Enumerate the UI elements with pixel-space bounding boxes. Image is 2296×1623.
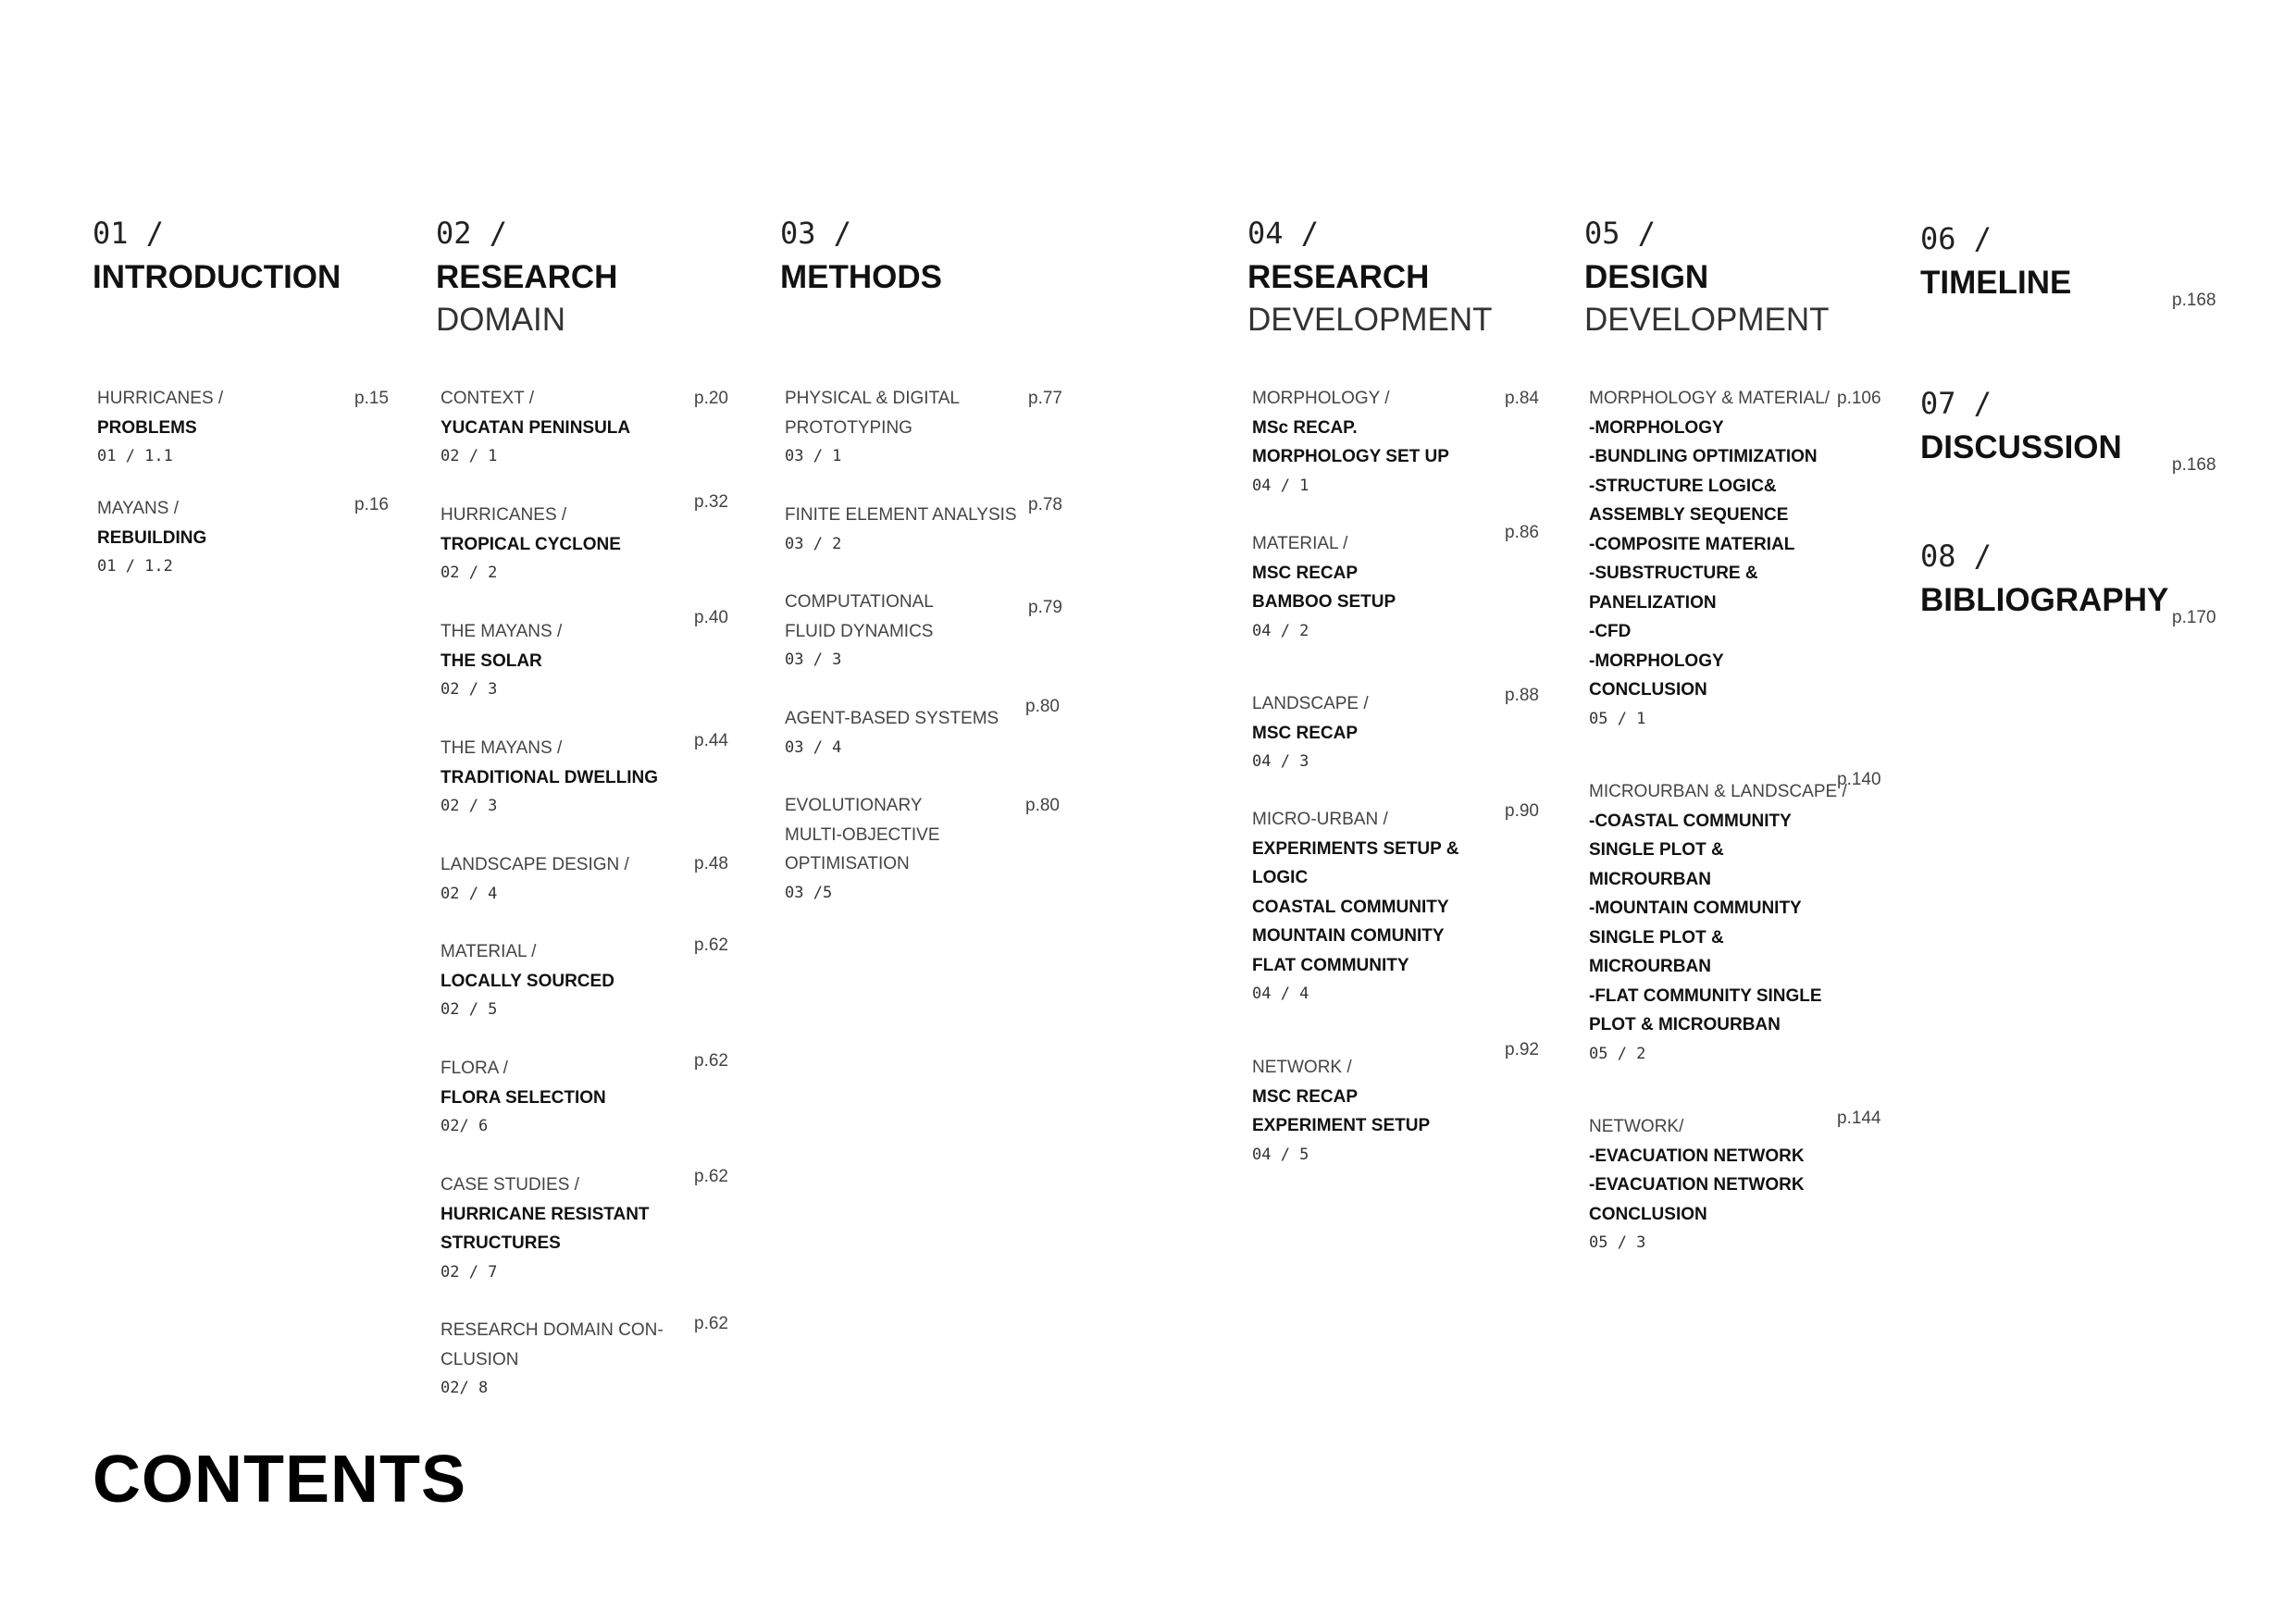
- section-subtitle: DOMAIN: [436, 302, 565, 338]
- entry-label: RESEARCH DOMAIN CON-: [441, 1320, 664, 1340]
- entry-title: STRUCTURES: [441, 1233, 561, 1253]
- toc-entry[interactable]: [785, 384, 960, 472]
- entry-code: 03 / 3: [785, 650, 842, 669]
- toc-entry[interactable]: [785, 588, 934, 675]
- toc-entry[interactable]: [441, 617, 562, 705]
- entry-title: EXPERIMENTS SETUP &: [1252, 838, 1459, 859]
- section-title[interactable]: DISCUSSION: [1920, 429, 2122, 465]
- entry-title: CONCLUSION: [1589, 680, 1707, 700]
- entry-title: TROPICAL CYCLONE: [441, 534, 621, 554]
- section-number: 06 /: [1920, 221, 1992, 256]
- entry-label: FLORA /: [441, 1059, 508, 1078]
- toc-entry[interactable]: [441, 1171, 650, 1287]
- entry-code: 05 / 1: [1589, 709, 1646, 728]
- entry-page: p.62: [694, 1167, 728, 1186]
- entry-title: FLORA SELECTION: [441, 1087, 606, 1108]
- section-number: 03 /: [780, 216, 852, 251]
- entry-page: p.80: [1025, 697, 1060, 716]
- entry-title: -MOUNTAIN COMMUNITY: [1589, 898, 1802, 918]
- entry-label: PHYSICAL & DIGITAL: [785, 389, 960, 408]
- entry-title: THE SOLAR: [441, 650, 542, 671]
- entry-code: 04 / 3: [1252, 752, 1309, 771]
- entry-code: 03 / 1: [785, 447, 842, 465]
- entry-page: p.78: [1028, 495, 1062, 514]
- entry-code: 03 / 4: [785, 737, 842, 757]
- entry-label: MICRO-URBAN /: [1252, 810, 1388, 829]
- section-subtitle: DEVELOPMENT: [1247, 302, 1493, 338]
- entry-page: p.84: [1505, 389, 1539, 408]
- toc-entry[interactable]: [441, 850, 629, 909]
- entry-label: COMPUTATIONAL: [785, 592, 934, 612]
- entry-title: CONCLUSION: [1589, 1204, 1707, 1224]
- entry-title: -FLAT COMMUNITY SINGLE: [1589, 985, 1822, 1006]
- entry-title: MSC RECAP: [1252, 1086, 1359, 1107]
- entry-label: MATERIAL /: [441, 942, 537, 961]
- section-number: 01 /: [93, 216, 165, 251]
- toc-entry[interactable]: [441, 501, 621, 588]
- section-number: 08 /: [1920, 539, 1992, 574]
- entry-title: EXPERIMENT SETUP: [1252, 1116, 1431, 1135]
- entry-label: CASE STUDIES /: [441, 1175, 579, 1195]
- entry-title: BAMBOO SETUP: [1252, 592, 1396, 612]
- entry-code: 04 / 1: [1252, 476, 1309, 495]
- entry-page: p.62: [694, 935, 728, 955]
- entry-page: p.32: [694, 492, 728, 512]
- entry-code: 02/ 6: [441, 1117, 489, 1135]
- entry-code: 04 / 5: [1252, 1145, 1309, 1164]
- toc-entry[interactable]: [1252, 1053, 1430, 1170]
- entry-page: p.86: [1505, 523, 1539, 542]
- entry-page: p.44: [694, 731, 728, 750]
- toc-entry[interactable]: [1252, 689, 1369, 777]
- entry-page: p.16: [354, 495, 389, 514]
- entry-code: 01 / 1.2: [97, 557, 173, 576]
- entry-code: 02 / 1: [441, 447, 498, 465]
- section-number: 02 /: [436, 216, 508, 251]
- entry-label: HURRICANES /: [441, 505, 567, 525]
- entry-label: THE MAYANS /: [441, 622, 563, 641]
- entry-label: CONTEXT /: [441, 389, 534, 408]
- section-title: METHODS: [780, 259, 942, 295]
- entry-title: MOUNTAIN COMUNITY: [1252, 926, 1445, 946]
- section-number: 05 /: [1584, 216, 1657, 251]
- entry-page: p.168: [2172, 291, 2216, 310]
- section-title: RESEARCH: [1247, 259, 1430, 295]
- toc-entry[interactable]: [441, 937, 614, 1025]
- entry-title: -COASTAL COMMUNITY: [1589, 811, 1792, 831]
- entry-page: p.140: [1837, 770, 1881, 789]
- entry-label: LANDSCAPE DESIGN /: [441, 855, 629, 874]
- toc-entry[interactable]: [97, 384, 223, 472]
- toc-entry[interactable]: [785, 704, 999, 762]
- entry-label: FINITE ELEMENT ANALYSIS: [785, 505, 1017, 525]
- entry-title: SINGLE PLOT &: [1589, 927, 1724, 948]
- entry-page: p.88: [1505, 686, 1539, 705]
- entry-page: p.168: [2172, 455, 2216, 475]
- entry-title: PROBLEMS: [97, 417, 197, 438]
- section-number: 07 /: [1920, 386, 1992, 421]
- entry-code: 02 / 3: [441, 680, 498, 699]
- entry-code: 03 / 2: [785, 534, 842, 553]
- entry-title: MSC RECAP: [1252, 723, 1359, 743]
- entry-title: PLOT & MICROURBAN: [1589, 1015, 1781, 1035]
- section-title: RESEARCH: [436, 259, 618, 295]
- entry-title: TRADITIONAL DWELLING: [441, 767, 659, 787]
- entry-page: p.170: [2172, 608, 2216, 627]
- entry-label: OPTIMISATION: [785, 854, 910, 873]
- toc-entry[interactable]: [441, 384, 630, 472]
- entry-label: THE MAYANS /: [441, 738, 563, 758]
- entry-code: 01 / 1.1: [97, 447, 173, 465]
- entry-page: p.144: [1837, 1109, 1881, 1128]
- entry-label: MATERIAL /: [1252, 534, 1348, 553]
- toc-entry[interactable]: [1589, 777, 1847, 1069]
- entry-code: 05 / 2: [1589, 1044, 1646, 1063]
- entry-code: 03 /5: [785, 883, 833, 902]
- entry-title: LOCALLY SOURCED: [441, 971, 614, 991]
- entry-title: ASSEMBLY SEQUENCE: [1589, 505, 1789, 525]
- entry-label: MAYANS /: [97, 499, 179, 518]
- entry-title: -STRUCTURE LOGIC&: [1589, 476, 1777, 496]
- section-title[interactable]: BIBLIOGRAPHY: [1920, 582, 2169, 618]
- page-title: CONTENTS: [93, 1443, 466, 1517]
- entry-label: FLUID DYNAMICS: [785, 621, 934, 641]
- entry-page: p.40: [694, 608, 728, 627]
- entry-label: PROTOTYPING: [785, 417, 912, 438]
- toc-entry[interactable]: [1252, 384, 1449, 501]
- toc-entry[interactable]: [441, 1316, 664, 1404]
- entry-code: 02 / 7: [441, 1262, 498, 1282]
- entry-title: MORPHOLOGY SET UP: [1252, 447, 1449, 466]
- entry-label: NETWORK/: [1589, 1117, 1684, 1136]
- entry-code: 05 / 3: [1589, 1233, 1646, 1252]
- entry-code: 02 / 4: [441, 884, 498, 903]
- entry-label: HURRICANES /: [97, 389, 224, 408]
- entry-code: 02 / 2: [441, 564, 498, 582]
- entry-page: p.62: [694, 1051, 728, 1071]
- section-title: INTRODUCTION: [93, 259, 341, 295]
- toc-entry[interactable]: [441, 734, 658, 822]
- entry-code: 02 / 5: [441, 1000, 498, 1019]
- entry-page: p.90: [1505, 801, 1539, 821]
- toc-entry[interactable]: [1252, 805, 1458, 1010]
- entry-label: NETWORK /: [1252, 1058, 1352, 1077]
- entry-title: SINGLE PLOT &: [1589, 840, 1724, 860]
- entry-code: 04 / 2: [1252, 621, 1309, 640]
- entry-page: p.15: [354, 389, 389, 408]
- entry-title: REBUILDING: [97, 527, 207, 548]
- entry-title: -EVACUATION NETWORK: [1589, 1146, 1805, 1166]
- entry-title: MSc RECAP.: [1252, 417, 1358, 438]
- entry-page: p.92: [1505, 1040, 1539, 1059]
- entry-title: COASTAL COMMUNITY: [1252, 897, 1449, 917]
- entry-title: -COMPOSITE MATERIAL: [1589, 534, 1795, 554]
- toc-entry[interactable]: [1252, 529, 1396, 646]
- entry-title: FLAT COMMUNITY: [1252, 955, 1409, 975]
- entry-title: -MORPHOLOGY: [1589, 417, 1724, 438]
- entry-label: LANDSCAPE /: [1252, 694, 1369, 713]
- entry-code: 02/ 8: [441, 1379, 489, 1397]
- toc-entry[interactable]: [785, 791, 940, 908]
- entry-title: -EVACUATION NETWORK: [1589, 1175, 1805, 1195]
- entry-page: p.20: [694, 389, 728, 408]
- toc-entry[interactable]: [785, 501, 1017, 559]
- entry-label: MORPHOLOGY & MATERIAL/: [1589, 389, 1831, 408]
- entry-label: AGENT-BASED SYSTEMS: [785, 709, 999, 728]
- section-title[interactable]: TIMELINE: [1920, 265, 2072, 301]
- entry-code: 02 / 3: [441, 797, 498, 815]
- entry-page: p.77: [1028, 389, 1062, 408]
- entry-title: LOGIC: [1252, 868, 1309, 887]
- toc-entry[interactable]: [441, 1054, 606, 1142]
- section-number: 04 /: [1247, 216, 1320, 251]
- entry-title: HURRICANE RESISTANT: [441, 1204, 650, 1224]
- entry-label: MICROURBAN & LANDSCAPE /: [1589, 782, 1847, 801]
- entry-title: PANELIZATION: [1589, 592, 1717, 613]
- entry-title: -MORPHOLOGY: [1589, 650, 1724, 671]
- entry-title: MICROURBAN: [1589, 957, 1711, 976]
- entry-label: MORPHOLOGY /: [1252, 389, 1390, 408]
- toc-entry[interactable]: [1589, 384, 1830, 734]
- entry-title: -SUBSTRUCTURE &: [1589, 564, 1758, 583]
- toc-entry[interactable]: [1589, 1112, 1805, 1258]
- entry-code: 04 / 4: [1252, 985, 1309, 1003]
- entry-title: -BUNDLING OPTIMIZATION: [1589, 447, 1818, 466]
- section-subtitle: DEVELOPMENT: [1584, 302, 1830, 338]
- entry-title: MSC RECAP: [1252, 563, 1359, 583]
- entry-page: p.48: [694, 854, 728, 873]
- entry-label: MULTI-OBJECTIVE: [785, 824, 940, 845]
- entry-page: p.80: [1025, 796, 1060, 815]
- entry-label: EVOLUTIONARY: [785, 796, 923, 815]
- toc-entry[interactable]: [97, 494, 206, 582]
- entry-title: YUCATAN PENINSULA: [441, 417, 631, 438]
- entry-page: p.62: [694, 1314, 728, 1333]
- entry-title: MICROURBAN: [1589, 869, 1711, 889]
- section-title: DESIGN: [1584, 259, 1709, 295]
- entry-title: -CFD: [1589, 622, 1632, 641]
- entry-page: p.106: [1837, 389, 1881, 408]
- entry-page: p.79: [1028, 598, 1062, 617]
- entry-label: CLUSION: [441, 1349, 519, 1369]
